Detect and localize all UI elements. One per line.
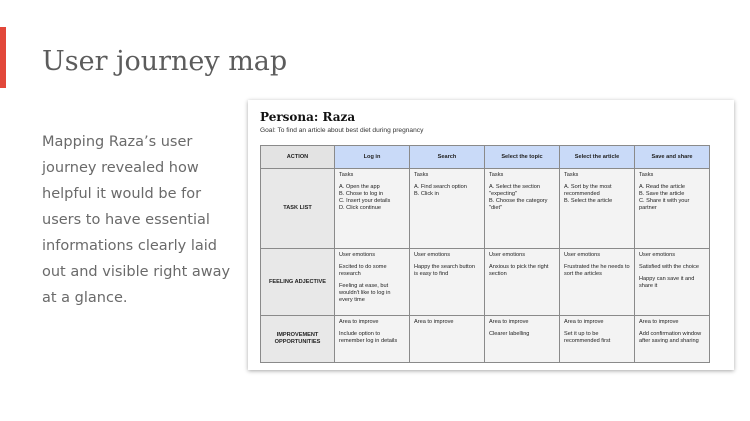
cell-title: Tasks xyxy=(414,172,429,178)
column-header: Log in xyxy=(335,146,410,169)
cell-title: User emotions xyxy=(564,252,601,258)
cell-title: User emotions xyxy=(639,252,676,258)
cell-title: User emotions xyxy=(414,252,451,258)
cell-line: A. Sort by the most recommended xyxy=(564,184,612,197)
cell-line: Excited to do some research xyxy=(339,264,387,277)
cell-title: Area to improve xyxy=(639,319,679,325)
column-header: Select the topic xyxy=(485,146,560,169)
persona-name: Persona: Raza xyxy=(260,110,356,124)
cell-line: A. Select the section "expecting" xyxy=(489,184,540,197)
slide-body-text: Mapping Raza’s user journey revealed how helpful it would be for users to have essential informations clearly laid out and visible right away at a glance. xyxy=(42,134,231,306)
cell-line: B. Click in xyxy=(414,191,439,197)
cell-title: Area to improve xyxy=(489,319,529,325)
accent-bar xyxy=(0,27,6,88)
table-cell xyxy=(485,316,560,363)
column-header: Search xyxy=(410,146,485,169)
table-header-row xyxy=(261,146,710,169)
cell-line: Clearer labelling xyxy=(489,331,530,337)
cell-line: B. Select the article xyxy=(564,198,613,204)
cell-title: User emotions xyxy=(339,252,376,258)
table-cell xyxy=(560,316,635,363)
persona-goal: Goal: To find an article about best diet during pregnancy xyxy=(260,127,424,134)
cell-line: Set it up to be recommended first xyxy=(564,331,611,344)
cell-title: Tasks xyxy=(639,172,654,178)
journey-map-image xyxy=(248,100,734,370)
cell-title: Area to improve xyxy=(339,319,379,325)
cell-line: A. Read the article xyxy=(639,184,686,190)
row-header: TASK LIST xyxy=(261,169,335,249)
cell-line: B. Save the article xyxy=(639,191,685,197)
column-header-action: ACTION xyxy=(261,146,335,169)
table-cell xyxy=(335,169,410,249)
journey-table xyxy=(260,145,710,363)
table-cell xyxy=(410,169,485,249)
cell-title: Area to improve xyxy=(564,319,604,325)
cell-line: Add confirmation window after saving and sharing xyxy=(639,331,702,344)
slide-title: User journey map xyxy=(42,46,288,77)
row-header: FEELING ADJECTIVE xyxy=(261,249,335,316)
table-cell xyxy=(485,169,560,249)
cell-line: Satisfied with the choice xyxy=(639,264,700,270)
table-cell xyxy=(560,249,635,316)
table-row xyxy=(261,249,710,316)
cell-title: Tasks xyxy=(489,172,504,178)
cell-title: Area to improve xyxy=(414,319,454,325)
table-cell xyxy=(335,249,410,316)
cell-line: B. Choose the category "diet" xyxy=(489,198,548,211)
cell-line: Frustrated the he needs to sort the articles xyxy=(564,264,630,277)
cell-line: Happy the search button is easy to find xyxy=(414,264,475,277)
row-header: IMPROVEMENT OPPORTUNITIES xyxy=(261,316,335,363)
table-cell xyxy=(410,316,485,363)
table-row xyxy=(261,169,710,249)
cell-line: B. Chose to log in xyxy=(339,191,384,197)
table-cell xyxy=(410,249,485,316)
column-header: Select the article xyxy=(560,146,635,169)
column-header: Save and share xyxy=(635,146,710,169)
cell-line: Anxious to pick the right section xyxy=(489,264,549,277)
table-cell xyxy=(335,316,410,363)
cell-line: Feeling at ease, but wouldn't like to log in every time xyxy=(339,283,391,303)
cell-title: Tasks xyxy=(564,172,579,178)
table-cell xyxy=(635,169,710,249)
cell-title: Tasks xyxy=(339,172,354,178)
table-cell xyxy=(635,316,710,363)
table-cell xyxy=(635,249,710,316)
cell-line: Happy can save it and share it xyxy=(639,276,695,289)
cell-title: User emotions xyxy=(489,252,526,258)
table-row xyxy=(261,316,710,363)
cell-line: A. Find search option xyxy=(414,184,467,190)
table-cell xyxy=(560,169,635,249)
cell-line: A. Open the app xyxy=(339,184,380,190)
cell-line: D. Click continue xyxy=(339,205,381,211)
cell-line: C. Insert your details xyxy=(339,198,391,204)
table-cell xyxy=(485,249,560,316)
cell-line: Include option to remember log in details xyxy=(339,331,398,344)
cell-line: C. Share it with your partner xyxy=(639,198,690,211)
